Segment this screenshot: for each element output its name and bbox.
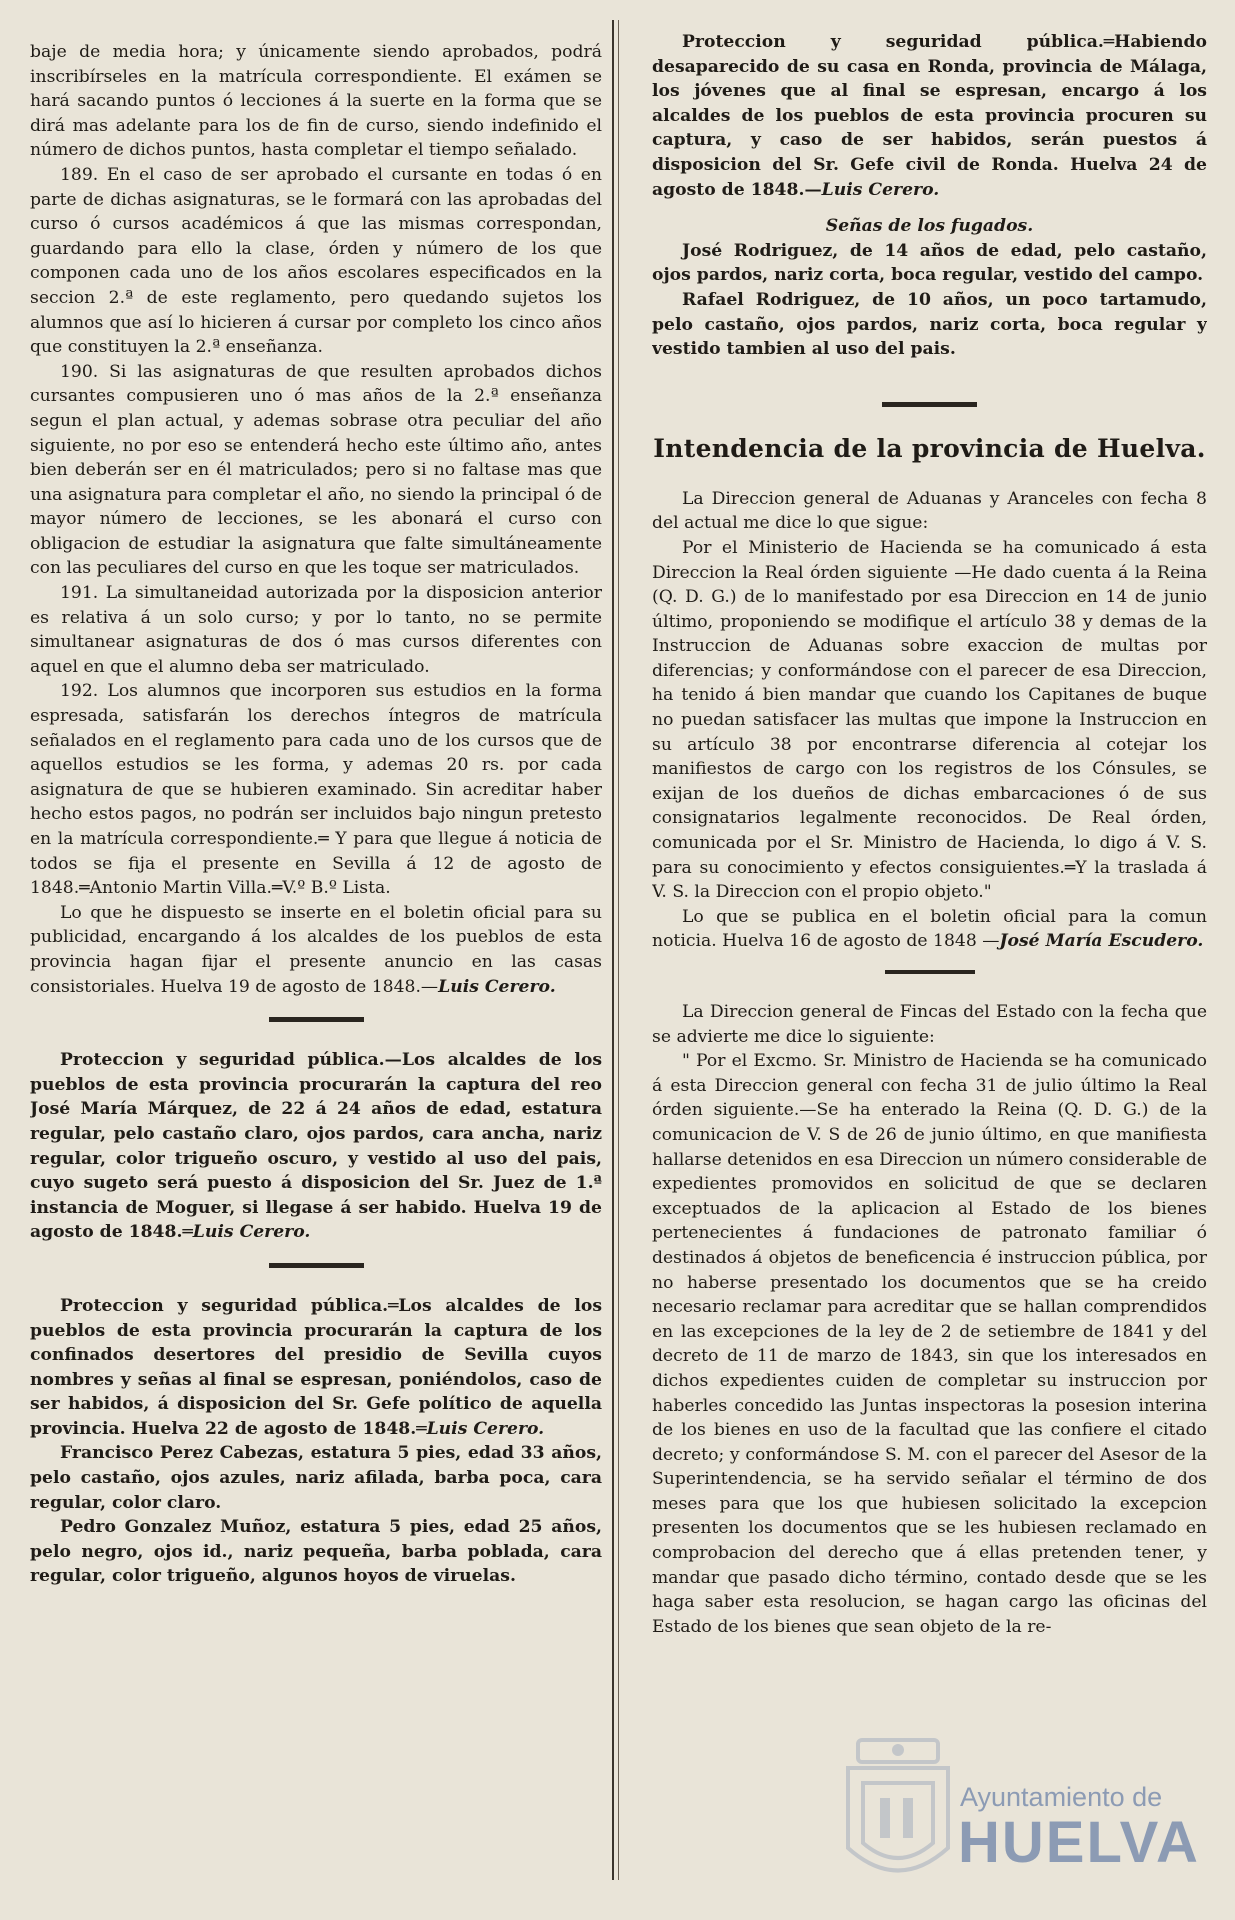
section-separator (882, 402, 977, 407)
signature: Luis Cerero. (192, 1222, 311, 1243)
runaway-jose: José Rodriguez, de 14 años de edad, pelo castaño, ojos pardos, nariz corta, boca regular, vestido del campo. (652, 240, 1207, 286)
article-190: 190. Si las asignaturas de que resulten aprobados dichos cursantes compusieren uno ó mas años de la 2.ª enseñanza segun el plan actual, y ademas sobrase otra peculiar del año siguiente, no por eso se entenderá hecho este último año, antes bien deberán ser en él matriculados; pero si no faltase mas que una asignatura para completar el año, no siendo la principal ó de mayor número de lecciones, se les abonará el curso con obligacion de estudiar la asignatura que falte simultáneamente con las peculiares del curso en que les toque ser matriculados. (30, 361, 602, 579)
customs-royal-order: Por el Ministerio de Hacienda se ha comunicado á esta Direccion la Real órden siguiente —He dado cuenta á la Reina (Q. D. G.) de lo manifestado por esa Direccion en 14 de junio último, proponiendo se modifique el artículo 38 y demas de la Instruccion de Aduanas sobre exaccion de multas por diferencias; y conformándose con el parecer de esa Direccion, ha tenido á bien mandar que cuando los Capitanes de buque no puedan satisfacer las multas que impone la Instruccion en su artículo 38 por encontrarse diferencia al cotejar los manifiestos de cargo con los registros de los Cónsules, se exijan de los dueños de dichas embarcaciones ó de sus consignatarios legalmente reconocidos. De Real órden, comunicada por el Sr. Ministro de Hacienda, lo digo á V. S. para su conocimiento y efectos consiguientes.═Y la traslada á V. S. la Direccion con el propio objeto." (652, 537, 1207, 903)
deserter-perez: Francisco Perez Cabezas, estatura 5 pies, edad 33 años, pelo castaño, ojos azules, nariz afilada, barba poca, cara regular, color claro. (30, 1443, 602, 1513)
column-divider (612, 20, 614, 1880)
signature: Luis Cerero. (426, 1418, 545, 1439)
notice-text: Proteccion y seguridad pública.═Los alcaldes de los pueblos de esta provincia procurarán la captura de los confinados desertores del presidio de Sevilla cuyos nombres y señas al final se espresan, poniéndolos, caso de ser habidos, á disposicion del Sr. Gefe político de aquella provincia. Huelva 22 de agosto de 1848.═ (30, 1295, 602, 1439)
article-189: 189. En el caso de ser aprobado el cursante en todas ó en parte de dichas asignaturas, se le formará con las aprobadas del curso ó cursos académicos á que las mismas correspondan, guardando para ello la clase, órden y número de los que componen cada uno de los años escolares especificados en la seccion 2.ª de este reglamento, pero quedando sujetos los alumnos que así lo hicieren á cursar por completo los cinco años que constituyen la 2.ª enseñanza. (30, 164, 602, 358)
customs-intro: La Direccion general de Aduanas y Aranceles con fecha 8 del actual me dice lo que sigue: (652, 488, 1207, 534)
notice-runaways (652, 30, 1207, 202)
publication-order-text: Lo que he dispuesto se inserte en el boletin oficial para su publicidad, encargando á los alcaldes de los pueblos de esta provincia hagan fijar el presente anuncio en las casas consistoriales. Huelva 19 de agosto de 1848.— (30, 902, 602, 997)
column-divider-thin (618, 20, 619, 1880)
runaways-subheading: Señas de los fugados. (825, 216, 1034, 237)
deserter-gonzalez: Pedro Gonzalez Muñoz, estatura 5 pies, edad 25 años, pelo negro, ojos id., nariz pequeña, barba poblada, cara regular, color trigueño, algunos hoyos de viruelas. (30, 1517, 602, 1587)
section-separator (269, 1263, 364, 1268)
watermark-text: Ayuntamiento de (960, 1782, 1163, 1812)
publication-order (30, 901, 602, 999)
left-column (30, 0, 602, 1920)
customs-publication (652, 905, 1207, 954)
estates-intro: La Direccion general de Fincas del Estado con la fecha que se advierte me dice lo siguiente: (652, 1002, 1207, 1047)
article-192: 192. Los alumnos que incorporen sus estudios en la forma espresada, satisfarán los derechos íntegros de matrícula señalados en el reglamento para cada uno de los cursos que de aquellos estudios se les forma, y ademas 20 rs. por cada asignatura de que se hubieren examinado. Sin acreditar haber hecho estos pagos, no podrán ser incluidos bajo ningun pretesto en la matrícula correspondiente.═ Y para que llegue á noticia de todos se fija el presente en Sevilla á 12 de agosto de 1848.═Antonio Martin Villa.═V.º B.º Lista. (30, 681, 602, 899)
section-heading: Intendencia de la provincia de Huelva. (653, 433, 1206, 463)
notice-capture-marquez (30, 1048, 602, 1245)
signature: José María Escudero. (999, 931, 1204, 952)
section-separator (885, 970, 975, 974)
paragraph-exam: baje de media hora; y únicamente siendo aprobados, podrá inscribírseles en la matrícula correspondiente. El exámen se hará sacando puntos ó lecciones á la suerte en la forma que se dirá mas adelante para los de fin de curso, siendo indefinido el número de dichos puntos, hasta completar el tiempo señalado. (30, 42, 602, 161)
publication-text: Lo que se publica en el boletin oficial para la comun noticia. Huelva 16 de agosto de 1848 — (652, 906, 1207, 952)
signature: Luis Cerero. (438, 976, 556, 997)
notice-text: Proteccion y seguridad pública.—Los alcaldes de los pueblos de esta provincia procurarán la captura del reo José María Márquez, de 22 á 24 años de edad, estatura regular, pelo castaño claro, ojos pardos, cara ancha, nariz regular, color trigueño oscuro, y vestido al uso del pais, cuyo sugeto será puesto á disposicion del Sr. Juez de 1.ª instancia de Moguer, si llegase á ser habido. Huelva 19 de agosto de 1848.═ (30, 1050, 602, 1243)
notice-text: Proteccion y seguridad pública.═Habiendo desaparecido de su casa en Ronda, provincia de Málaga, los jóvenes que al final se espresan, encargo á los alcaldes de los pueblos de esta provincia procuren su captura, y caso de ser habidos, serán puestos á disposicion del Sr. Gefe civil de Ronda. Huelva 24 de agosto de 1848.— (652, 32, 1207, 200)
estates-royal-order: " Por el Excmo. Sr. Ministro de Hacienda se ha comunicado á esta Direccion general con fecha 31 de julio último la Real órden siguiente.—Se ha enterado la Reina (Q. D. G.) de la comunicacion de V. S de 26 de junio último, en que manifiesta hallarse detenidos en esa Direccion un número considerable de expedientes promovidos en solicitud de que se declaren exceptuados de la aplicacion al Estado de los bienes pertenecientes á fundaciones de patronato familiar ó destinados á objetos de beneficencia é instruccion pública, por no haberse presentado los documentos que se ha creido necesario reclamar para acreditar que se hallan comprendidos en las excepciones de la ley de 2 de setiembre de 1841 y del decreto de 11 de marzo de 1843, sin que los interesados en dichos expedientes cuiden de completar su instruccion por haberles concedido las Juntas inspectoras la posesion interina de los bienes en uso de la facultad que las confiere el citado decreto; y conformándose S. M. con el parecer del Asesor de la Superintendencia, se ha servido señalar el término de dos meses para que los que hubiesen solicitado la excepcion presenten los documentos que se les hubiesen reclamado en comprobacion del derecho que á ellas pretenden tener, y mandar que pasado dicho término, contado desde que se les haga saber esta resolucion, se hagan cargo las oficinas del Estado de los bienes que sean objeto de la re- (652, 1051, 1207, 1637)
signature: Luis Cerero. (821, 179, 940, 200)
article-191: 191. La simultaneidad autorizada por la disposicion anterior es relativa á un solo curso; y por lo tanto, no se permite simultanear asignaturas de dos ó mas cursos diferentes con aquel en que el alumno deba ser matriculado. (30, 583, 602, 677)
right-column (652, 0, 1207, 1920)
section-separator (269, 1017, 364, 1022)
runaway-rafael: Rafael Rodriguez, de 10 años, un poco tartamudo, pelo castaño, ojos pardos, nariz corta, boca regular y vestido tambien al uso del pais. (652, 289, 1207, 360)
watermark-city: HUELVA (958, 1810, 1200, 1875)
notice-capture-deserters (30, 1294, 602, 1442)
